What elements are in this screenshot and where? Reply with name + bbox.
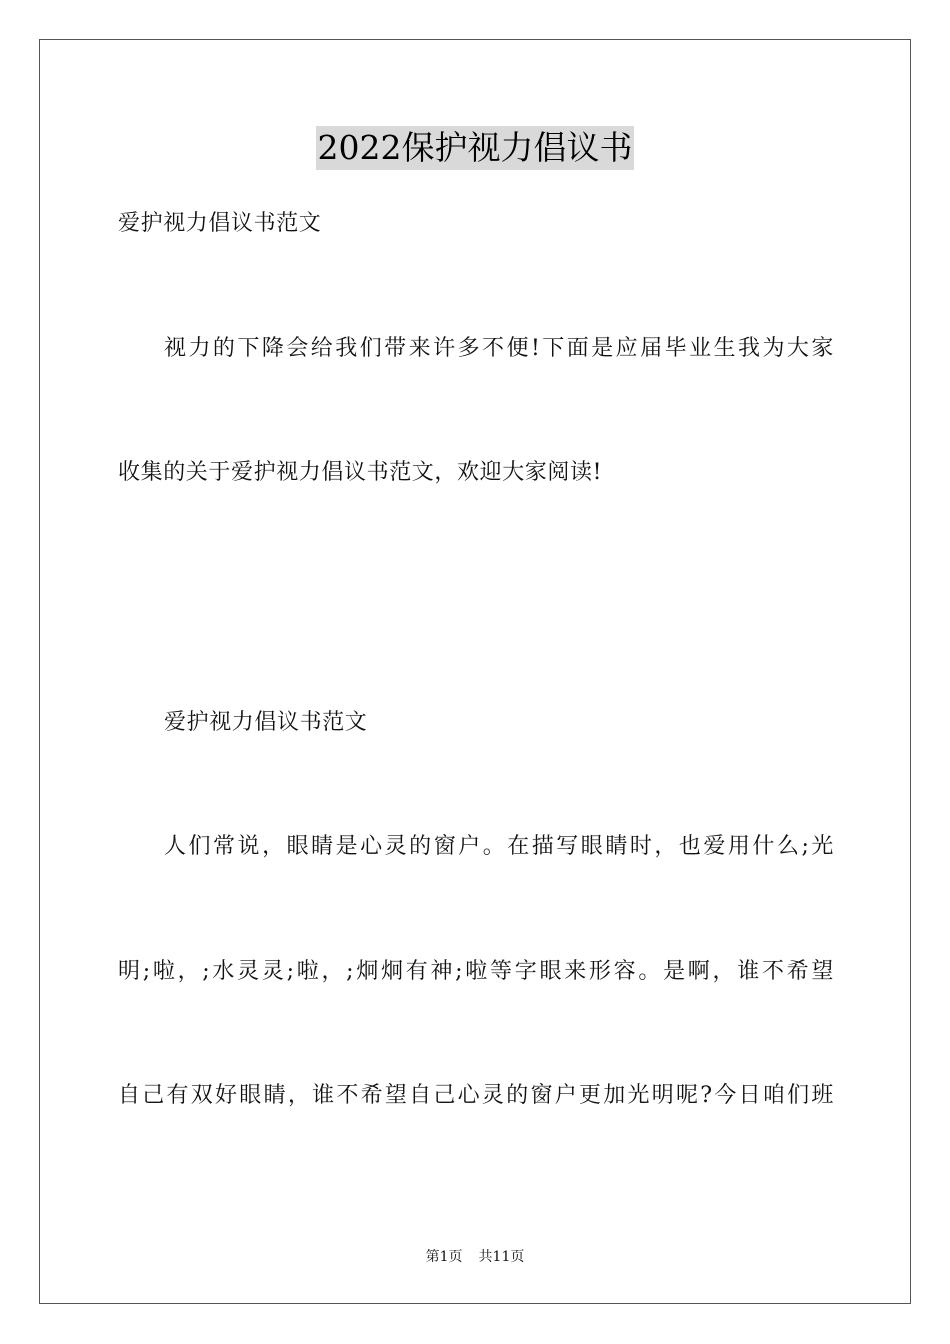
document-title: 2022保护视力倡议书	[316, 126, 635, 170]
paragraph-body-line-2: 明;啦，;水灵灵;啦，;炯炯有神;啦等字眼来形容。是啊，谁不希望	[118, 959, 834, 984]
page-number: 第1页	[425, 1249, 463, 1265]
paragraph-body-line-3: 自己有双好眼睛，谁不希望自己心灵的窗户更加光明呢?今日咱们班	[118, 1083, 834, 1108]
page-footer	[0, 1247, 950, 1267]
paragraph-body-line-1: 人们常说，眼睛是心灵的窗户。在描写眼睛时，也爱用什么;光	[164, 834, 834, 859]
paragraph-intro-line-1: 视力的下降会给我们带来许多不便!下面是应届毕业生我为大家	[164, 336, 834, 361]
paragraph-section-heading: 爱护视力倡议书范文	[164, 710, 368, 735]
page-total: 共11页	[478, 1249, 525, 1265]
paragraph-subtitle: 爱护视力倡议书范文	[118, 211, 322, 236]
title-container	[0, 126, 950, 170]
paragraph-intro-line-2: 收集的关于爱护视力倡议书范文，欢迎大家阅读!	[118, 460, 603, 485]
